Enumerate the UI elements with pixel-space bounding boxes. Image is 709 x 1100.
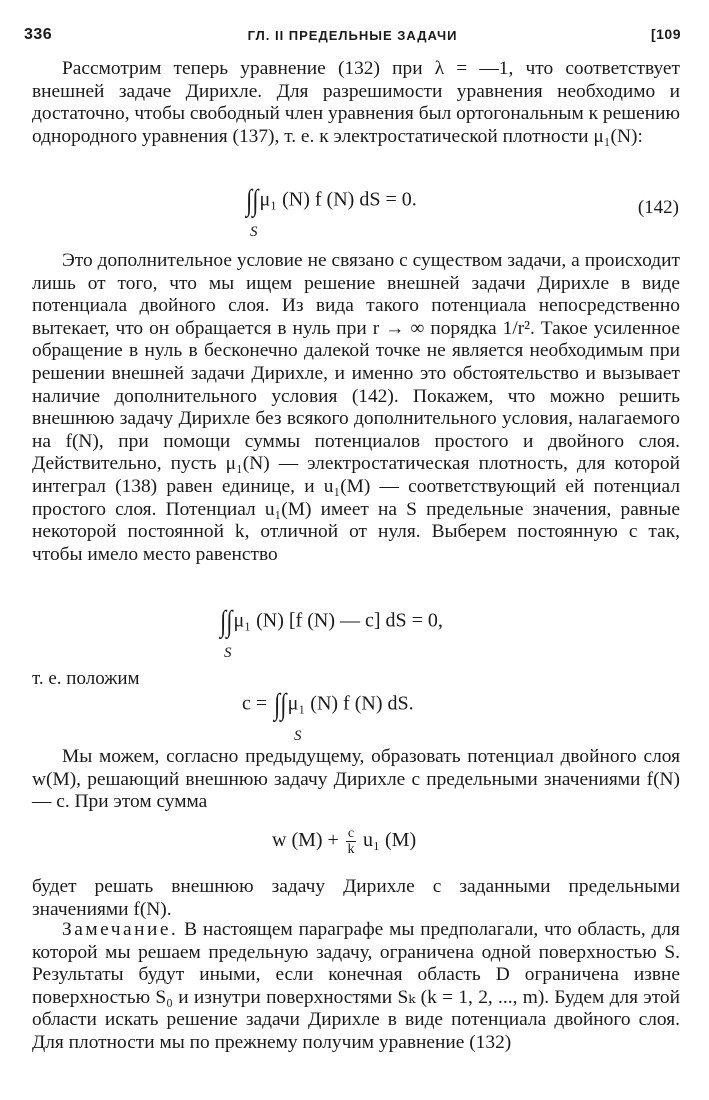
double-integral-sign: ∫∫ bbox=[220, 605, 233, 638]
surface-label: S bbox=[250, 224, 258, 240]
fraction-denominator: k bbox=[347, 842, 355, 857]
section-number: [109 bbox=[650, 26, 681, 42]
surface-label: S bbox=[294, 728, 302, 744]
paragraph-5: будет решать внешнюю задачу Дирихле с заданными предельными значениями f(N). bbox=[32, 876, 680, 920]
equation-142-body: μ₁ (N) f (N) dS = 0. bbox=[259, 188, 417, 211]
equation-142 bbox=[244, 184, 417, 240]
equation-c-lhs: c = bbox=[242, 692, 268, 715]
equation-sum-lhs: w (M) + bbox=[272, 829, 339, 852]
page-number: 336 bbox=[24, 26, 53, 43]
equation-sum-rhs: u₁ (M) bbox=[363, 829, 417, 852]
equation-sum bbox=[272, 826, 416, 857]
running-title: ГЛ. II ПРЕДЕЛЬНЫЕ ЗАДАЧИ bbox=[247, 28, 458, 43]
fraction-numerator: c bbox=[347, 826, 355, 841]
double-integral-sign: ∫∫ bbox=[274, 688, 287, 721]
running-header bbox=[24, 22, 681, 48]
surface-label: S bbox=[224, 645, 232, 661]
equation-c-definition bbox=[242, 688, 414, 744]
equation-number-142: (142) bbox=[637, 197, 679, 218]
remark-title: Замечание. bbox=[62, 919, 179, 940]
paragraph-1: Рассмотрим теперь уравнение (132) при λ = —1, что соответствует внешней задаче Дирихле. Для разрешимости уравнения необходимо и достаточно, чтобы свободный член уравнения был ортогональным к решению однородного уравнения (137), т. е. к электростатической плотности μ₁(N): bbox=[32, 58, 680, 147]
paragraph-4: Мы можем, согласно предыдущему, образовать потенциал двойного слоя w(M), решающий внешнюю задачу Дирихле с предельными значениями f(N) — c. При этом сумма bbox=[32, 746, 680, 813]
remark-body: В настоящем параграфе мы предполагали, что область, для которой мы решаем предельную задачу, ограничена одной поверхностью S. Результаты будут иными, если конечная область D ограничена извне поверхностью S₀ и изнутри поверхностями Sₖ (k = 1, 2, ..., m). Будем для этой области искать решение задачи Дирихле в виде потенциала двойного слоя. Для плотности мы по прежнему получим уравнение (132) bbox=[32, 919, 680, 1053]
equation-orthogonality-body: μ₁ (N) [f (N) — c] dS = 0, bbox=[233, 609, 443, 632]
paragraph-2: Это дополнительное условие не связано с существом задачи, а происходит лишь от того, что мы ищем решение внешней задачи Дирихле в виде потенциала двойного слоя. Из вида такого потенциала непосредственно вытекает, что он обращается в нуль при r → ∞ порядка 1/r². Такое усиленное обращение в нуль в бесконечно далекой точке не является необходимым при решении внешней задачи Дирихле, и именно это обстоятельство и вызывает наличие дополнительного условия (142). Покажем, что можно решить внешнюю задачу Дирихле без всякого дополнительного условия, налагаемого на f(N), при помощи суммы потенциалов простого и двойного слоя. Действительно, пусть μ₁(N) — электростатическая плотность, для которой интеграл (138) равен единице, и u₁(M) — соответствующий ей потенциал простого слоя. Потенциал u₁(M) имеет на S предельные значения, равные некоторой постоянной k, отличной от нуля. Выберем постоянную c так, чтобы имело место равенство bbox=[32, 250, 680, 565]
paragraph-3-lead: т. е. положим bbox=[32, 668, 140, 689]
double-integral-sign: ∫∫ bbox=[246, 184, 259, 217]
paragraph-6 bbox=[32, 919, 680, 1055]
equation-c-body: μ₁ (N) f (N) dS. bbox=[287, 692, 414, 715]
fraction-c-over-k bbox=[346, 826, 356, 857]
equation-orthogonality bbox=[218, 605, 443, 661]
